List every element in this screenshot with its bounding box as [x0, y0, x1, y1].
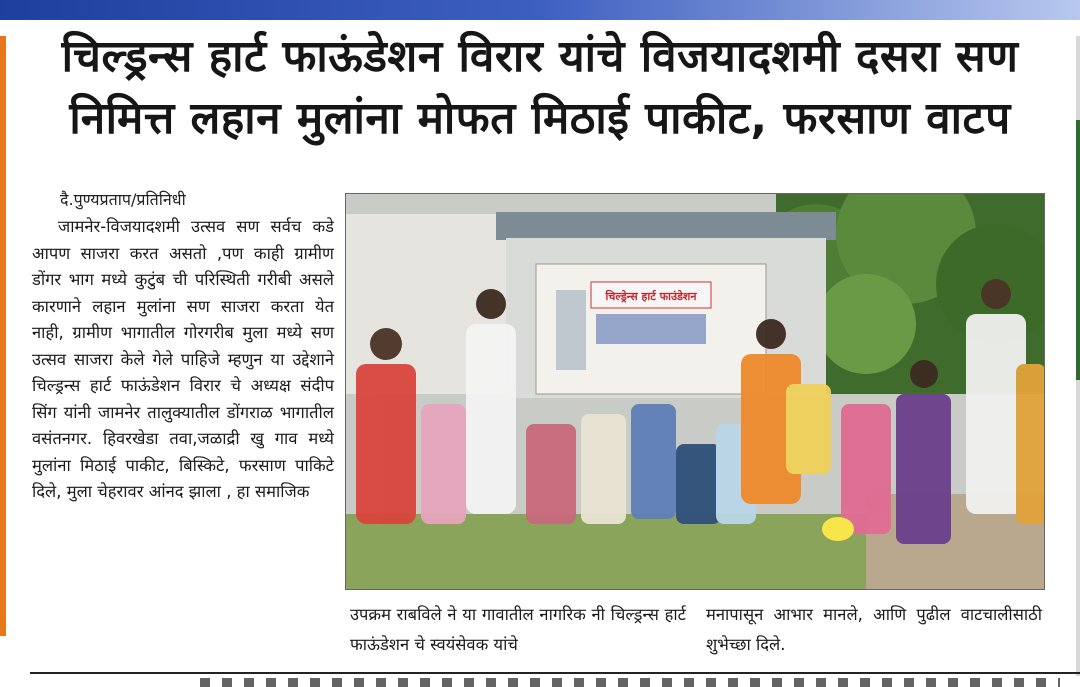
body-paragraph: जामनेर-विजयादशमी उत्सव सण सर्वच कडे आपण साजरा करत असतो ,पण काही ग्रामीण डोंगर भाग मध्ये कुटुंब ची परिस्थिती गरीबी असले कारणाने लहान मुलांना सण साजरा करता येत नाही, ग्रामीण भागातील गोरगरीब मुला मध्ये सण उत्सव साजरा केले गेले पाहिजे म्हणुन या उद्देशाने चिल्ड्रन्स हार्ट फाऊंडेशन विरार चे अध्यक्ष संदीप सिंग यांनी जामनेर तालुक्यातील डोंगराळ भागातील वसंतनगर. हिवरखेडा तवा,जळाद्री खु गाव मध्ये मुलांना मिठाई पाकीट, बिस्किटे, फरसाण पाकिटे दिले, मुला चेहरावर आंनद झाला , हा समाजिक	[32, 217, 334, 501]
article-body-column-1	[32, 214, 334, 506]
section-divider	[30, 672, 1080, 674]
article-body-column-2: उपक्रम राबविले ने या गावातील नागरिक नी चिल्ड्रन्स हार्ट फाऊंडेशन चे स्वयंसेवक यांचे	[350, 605, 686, 654]
news-photo	[345, 193, 1045, 590]
masthead-bar	[0, 0, 1080, 20]
adjacent-photo-edge	[1076, 120, 1080, 380]
article-body-column-3: मनापासून आभार मानले, आणि पुढील वाटचालीसाठी शुभेच्छा दिले.	[706, 605, 1042, 654]
accent-stripe	[0, 36, 6, 636]
article-headline: चिल्ड्रन्स हार्ट फाऊंडेशन विरार यांचे विजयादशमी दसरा सण निमित्त लहान मुलांना मोफत मिठाई पाकीट, फरसाण वाटप	[61, 31, 1019, 144]
byline: दै.पुण्यप्रताप/प्रतिनिधी	[60, 190, 186, 209]
next-headline-fragment	[200, 678, 1060, 687]
banner-text: चिल्ड्रेन्स हार्ट फाउंडेशन	[605, 290, 697, 303]
